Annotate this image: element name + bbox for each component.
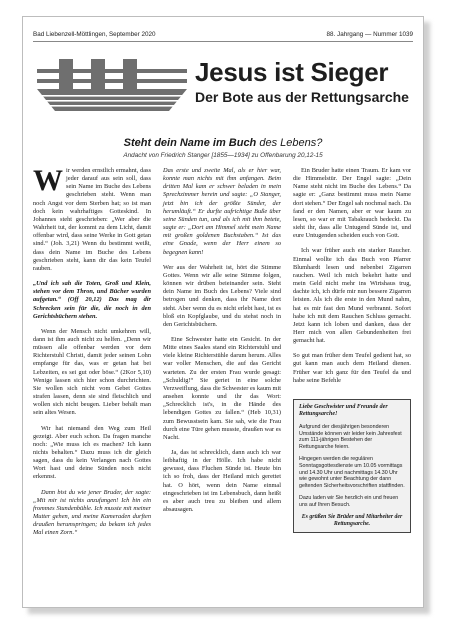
- text-column-3: [293, 167, 411, 392]
- paragraph: Ja, das ist schrecklich, dann auch ich war leibhaftig in der Hölle. Ich habe nicht gewusst, dass Fluchen Sünde ist. Heute bin ich so froh, dass der Heiland mich gerettet hat. O hört, wenn dein Name einmal eingeschrieben ist im Lebensbuch, dann heißt es aber auch treu zu bleiben und allem absausagen.: [163, 449, 281, 514]
- paragraph: Wer aus der Wahrheit ist, hört die Stimme Gottes. Wenn wir alle seine Stimme folgen, können wir drüben beieinander sein. Steht dein Name im Buch des Lebens? Viele sind betrogen und denken, dass ihr Name dort steht. Aber wenn du es nicht erlebt hast, ist es bloß ein Kopfglaube, und du stehst noch in den Gerichtsbüchern.: [163, 263, 281, 328]
- paragraph: Wenn der Mensch nicht umkehren will, dann ist ihm auch nicht zu helfen. „Denn wir müssen alle offenbar werden vor dem Richterstuhl Christi, damit jeder seinen Lohn empfange für das, was er getan hat bei Lebzeiten, es sei gut oder böse.“ (2Kor 5,10) Wenige lassen sich hier schon durchrichten. Sie wollen sich nicht vom Gebet Gottes strafen lassen, denn sie sind fleischlich und wollen sich nicht beugen. Lieber behält man sein altes Wesen.: [33, 327, 151, 417]
- masthead-title: Jesus ist Sieger: [195, 57, 389, 87]
- text-column-1: [33, 164, 151, 545]
- article-headline: [23, 137, 423, 149]
- paragraph: Dann bist du wie jener Bruder, der sagte: „Mit mir ist nichts anzufangen! Ich bin ein frommes Stundenbüble. Ich musste mit meiner Mutter gehen, und meine Kameraden durften draußen herumspringen; da bekam ich jedes Mal einen Zorn.“: [33, 488, 151, 537]
- header-issue: 88. Jahrgang — Nummer 1039: [326, 31, 413, 38]
- paragraph: Ich war früher auch ein starker Raucher. Einmal wollte ich das Buch von Pfarrer Blumhardt lesen und nebenbei Zigarren rauchen. Weil ich mich bekehrt hatte und mein Geld nicht mehr ins Wirtshaus trug, dachte ich, ich dürfe mir nun bessere Zigarren leisten. Als ich die erste in den Mund nahm, hat es mir fast den Mund verbrannt. Sofort habe ich mit dem Rauchen Schluss gemacht. Jetzt kann ich loben und danken, dass der Herr mich von allen Gebundenheiten frei gemacht hat.: [293, 247, 411, 345]
- notice-heading: Liebe Geschwister und Freunde der Rettungsarche!: [299, 404, 388, 418]
- notice-paragraph: Hingegen werden die regulären Sonntagsgottesdienste um 10.05 vormittags und 14.30 Uhr und nachmittags 14.30 Uhr wie gewohnt unter Beachtung der dann geltenden Sicherheitsvorschriften stattfinden.: [299, 456, 405, 490]
- paragraph: „Und ich sah die Toten, Groß und Klein, stehen vor dem Thron, und Bücher wurden aufgetan.“ (Off 20,12) Das mag dir Schrecken sein für die, die noch in den Gerichtsbüchern stehen.: [33, 280, 151, 320]
- headline-bold: Steht dein Name im Buch: [123, 137, 260, 149]
- headline-regular: des Lebens?: [259, 137, 323, 149]
- paragraph: Ein Bruder hatte einen Traum. Er kam vor die Himmelstür. Der Engel sagte: „Dein Name steht nicht im Buche des Lebens.“ Da sagte er: „Ganz bestimmt muss mein Name dort stehen.“ Der Engel sah nochmal nach. Da fand er den Namen, aber er war kaum zu lesen, so war er mit Tabakrauch bedeckt. Da sieht ihr, dass alle Untugend Sünde ist, und eure Untugenden scheiden euch von Gott.: [293, 167, 411, 240]
- notice-footer: Es grüßen Sie Brüder und Mitarbeiter der Rettungsarche.: [301, 513, 403, 527]
- notice-paragraph: Aufgrund der diesjährigen besonderen Umstände können wir leider kein Jahresfest zum 111-jährigen Bestehen der Rettungsarche feiern.: [299, 423, 402, 451]
- article-byline: Andacht von Friedrich Stanger [1855—1934] zu Offenbarung 20,12-15: [123, 152, 323, 159]
- paragraph: Das erste und zweite Mal, als er hier war, konnte man nichts mit ihm anfangen. Beim dritten Mal kam er schwer beladen in mein Sprechzimmer herein und sagte: „O Stanger, jetzt bin ich der größte Sünder, der herumläuft.“ Er durfte aufrichtige Buße über seine Sünden tun, und als ich mit ihm betete, sagte er: „Dort am Himmel steht mein Name mit großen goldenen Buchstaben.“ Ist das eine Gnade, wenn der Herr einem so begegnen kann!: [163, 167, 281, 256]
- masthead-subtitle: Der Bote aus der Rettungsarche: [195, 89, 409, 105]
- ark-logo-icon: [37, 57, 187, 113]
- newspaper-page: [22, 16, 424, 608]
- drop-cap: W: [33, 164, 63, 197]
- header-location-date: Bad Liebenzell-Möttlingen, September 2020: [33, 31, 156, 38]
- text-column-2: [163, 167, 281, 521]
- header-line: [33, 31, 413, 38]
- notice-paragraph: Dazu laden wir Sie herzlich ein und freuen uns auf Ihren Besuch.: [299, 494, 399, 508]
- paragraph: ir werden ernstlich ermahnt, dass jeder darauf aus sein soll, dass sein Name im Buche des Lebens geschrieben steht. Wenn man noch Angst vor dem Sterben hat; so ist man doch kein wahrhaftiges Gotteskind. In Johannes steht geschrieben: „Wer aber die Wahrheit tut, der kommt zu dem Licht, damit offenbar wird, dass seine Werke in Gott getan sind.“ (Joh. 3,21) Wenn du bestimmt weißt, dass dein Name im Buche des Lebens geschrieben steht, kann dir das kein Teufel rauben.: [33, 167, 151, 272]
- paragraph: Eine Schwester hatte ein Gesicht. In der Mitte eines Saales stand ein Richterstuhl und viele kleine Richterstühle darum herum. Alles war voller Menschen, die auf das Gericht warteten. Zu der ersten Frau wurde gesagt: „Schuldig!“ Sie geriet in eine solche Verzweiflung, dass die Schwester es kaum mit ansehen konnte und ihr das Wort: „Schrecklich ist's, in die Hände des lebendigen Gottes zu fallen.“ (Heb 10,31) zum Bewusstsein kam. Sie sah, wie die Frau durch eine Türe gehen musste, draußen war es Nacht.: [163, 335, 281, 441]
- paragraph: Wir hat niemand den Weg zum Heil gezeigt. Aber euch schon. Da fragen manche noch: „Wie muss ich es machen? Ich kann nichts behalten.“ Dazu muss ich dir gleich sagen, dass du kein Verlangen nach Gottes Wort hast und deine Sünden noch nicht erkennst.: [33, 424, 151, 481]
- notice-box: [293, 399, 411, 533]
- paragraph: So gut man früher dem Teufel gedient hat, so gut kann man auch dem Heiland dienen. Früher war ich ganz für den Teufel da und habe seine Befehle: [293, 352, 411, 384]
